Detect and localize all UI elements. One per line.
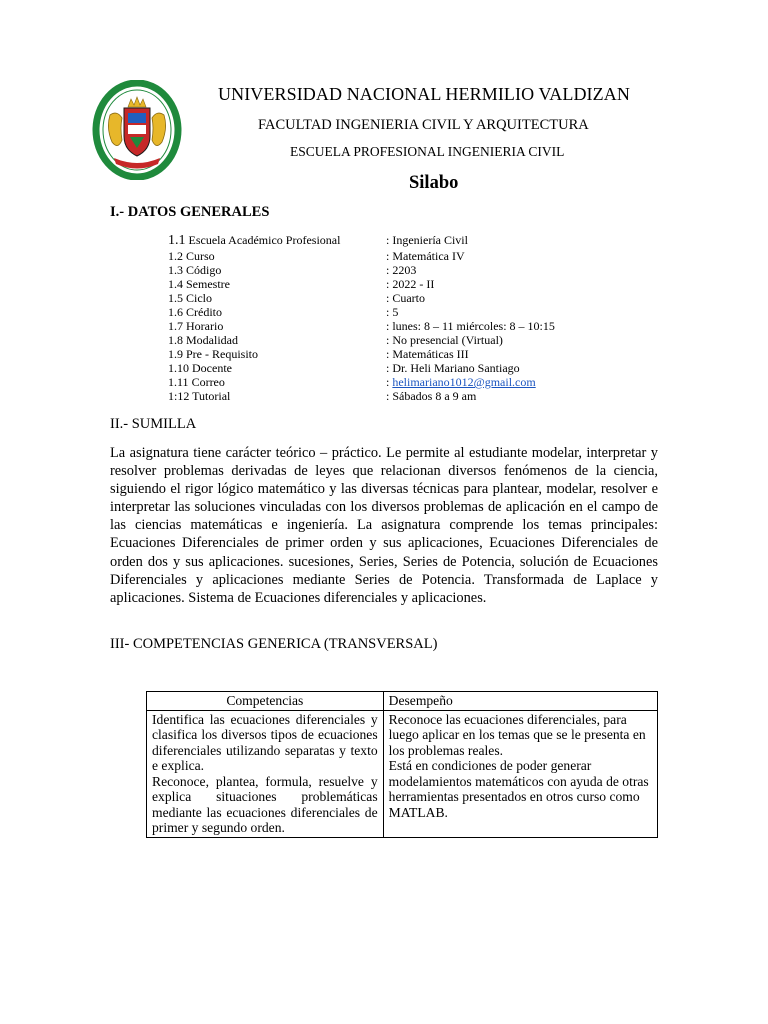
desempeno-text: Está en condiciones de poder generar modelamientos matemáticos con ayuda de otras herramientas presentados en otros curso como MATLAB. [388,758,649,820]
item-number: 1.3 [168,263,183,277]
section-heading-general-data: I.- DATOS GENERALES [110,204,270,220]
item-number: 1.4 [168,277,183,291]
item-label: Código [186,263,222,277]
item-label: Correo [191,375,225,389]
table-row [147,710,658,837]
item-value: : 2022 - II [386,277,435,291]
item-number: 1.8 [168,333,183,347]
general-data-row [168,375,608,389]
general-data-row [168,333,608,347]
desempeno-text: Reconoce las ecuaciones diferenciales, para luego aplicar en los temas que se le presenta en los problemas reales. [388,711,646,758]
competencias-cell [147,710,384,837]
column-header-desempeno: Desempeño [383,692,657,711]
faculty-name: FACULTAD INGENIERIA CIVIL Y ARQUITECTURA [258,117,589,133]
summary-paragraph: La asignatura tiene carácter teórico – práctico. Le permite al estudiante modelar, interpretar y resolver problemas derivadas de leyes que relacionan diversos fenómenos de la ciencia, siguiendo el rigor lógico matemático y las diversas técnicas para plantear, modelar, resolver e interpretar las soluciones vinculadas con los diversos problemas de aplicación en el campo de las ciencias matemáticas e ingeniería. La asignatura comprende los temas principales: Ecuaciones Diferenciales de primer orden y sus aplicaciones, Ecuaciones Diferenciales de orden dos y sus aplicaciones. sucesiones, Series, Series de Potencia, solución de Ecuaciones Diferenciales y aplicaciones mediante Series de Potencia. Transformada de Laplace y aplicaciones. Sistema de Ecuaciones diferenciales y aplicaciones. [110,445,658,606]
email-link[interactable]: helimariano1012@gmail.com [392,375,536,389]
item-number: 1.9 [168,347,183,361]
item-label: Tutorial [192,389,231,403]
item-number: 1.2 [168,249,183,263]
general-data-row [168,277,608,291]
document-title: Silabo [409,173,459,193]
general-data-row [168,263,608,277]
general-data-row [168,291,608,305]
item-label: Crédito [186,305,222,319]
item-value: : Cuarto [386,291,425,305]
school-name: ESCUELA PROFESIONAL INGENIERIA CIVIL [290,144,565,159]
item-number: 1.7 [168,319,183,333]
item-number: 1.1 [168,233,186,248]
university-name: UNIVERSIDAD NACIONAL HERMILIO VALDIZAN [218,84,630,104]
column-header-competencias: Competencias [147,692,384,711]
competencies-table [146,691,658,838]
item-label: Docente [192,361,232,375]
general-data-row [168,233,608,249]
general-data-row [168,249,608,263]
competencia-text: Identifica las ecuaciones diferenciales y clasifica los diversos tipos de ecuaciones diferenciales utilizando separatas y texto e explica. [152,711,378,773]
item-value: : No presencial (Virtual) [386,333,503,347]
general-data-row [168,361,608,375]
item-number: 1.6 [168,305,183,319]
item-value: : Sábados 8 a 9 am [386,389,477,403]
item-value: : lunes: 8 – 11 miércoles: 8 – 10:15 [386,319,555,333]
item-label: Semestre [186,277,230,291]
item-label: Modalidad [186,333,238,347]
table-header-row [147,692,658,711]
item-label: Ciclo [186,291,212,305]
item-number: 1.11 [168,375,189,389]
item-label: Curso [186,249,215,263]
item-value: : Matemáticas III [386,347,469,361]
general-data-row [168,389,608,403]
section-heading-summary: II.- SUMILLA [110,416,197,432]
item-label: Escuela Académico Profesional [188,233,341,247]
general-data-row [168,347,608,361]
item-number: 1.5 [168,291,183,305]
section-heading-competencies: III- COMPETENCIAS GENERICA (TRANSVERSAL) [110,636,438,652]
item-number: 1.10 [168,361,189,375]
general-data-row [168,319,608,333]
competencia-text: Reconoce, plantea, formula, resuelve y explica situaciones problemáticas mediante las ecuaciones diferenciales de primer y segundo orden. [152,773,378,835]
item-value: : 5 [386,305,399,319]
general-data-row [168,305,608,319]
item-label: Horario [186,319,224,333]
item-value: : Matemática IV [386,249,465,263]
item-value: : 2203 [386,263,417,277]
general-data-list [168,233,608,403]
item-value: : [386,375,393,389]
desempeno-cell [383,710,657,837]
item-number: 1:12 [168,389,190,403]
item-value: : Ingeniería Civil [386,233,468,247]
university-seal-logo [92,80,182,180]
item-value: : Dr. Heli Mariano Santiago [386,361,520,375]
item-label: Pre - Requisito [186,347,258,361]
